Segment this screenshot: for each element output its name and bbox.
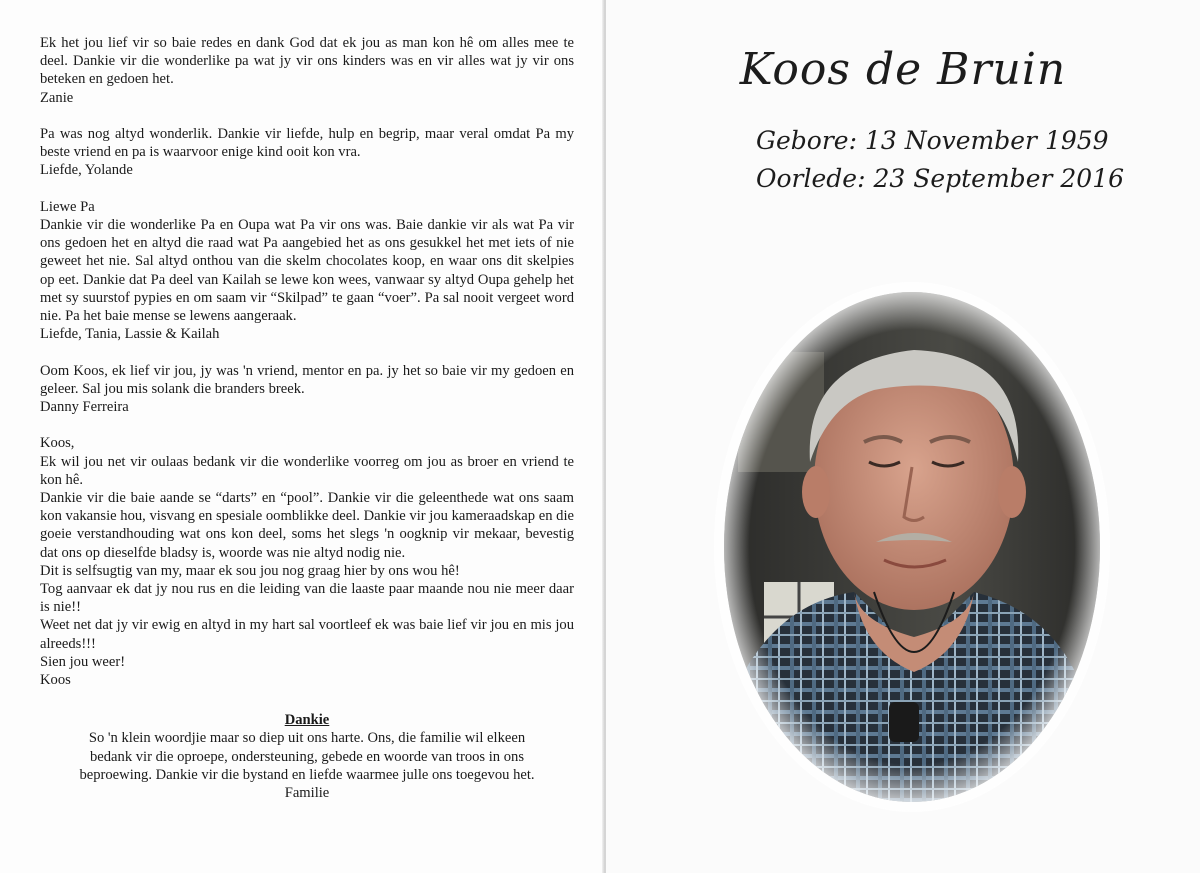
message-danny <box>40 362 574 417</box>
deceased-name: Koos de Bruin <box>739 44 1067 95</box>
thanks-title: Dankie <box>284 712 330 729</box>
birth-date: Gebore: 13 November 1959 <box>756 126 1109 155</box>
message-signature: Danny Ferreira <box>40 399 129 416</box>
thanks-section <box>40 711 574 802</box>
message-greeting: Koos, <box>40 435 75 452</box>
death-date: Oorlede: 23 September 2016 <box>756 164 1125 193</box>
message-zanie <box>40 34 574 107</box>
message-text: Sien jou weer! <box>40 653 126 670</box>
message-greeting: Liewe Pa <box>40 198 95 215</box>
message-text: Ek wil jou net vir oulaas bedank vir die wonderlike voorreg om jou as broer en vriend te kon hê. <box>40 453 574 488</box>
message-text: Pa was nog altyd wonderlik. Dankie vir liefde, hulp en begrip, maar veral omdat Pa my beste vriend en pa is waarvoor enige kind ooit kon vra. <box>40 126 574 161</box>
message-koos <box>40 434 574 689</box>
message-yolande <box>40 125 574 180</box>
thanks-line: beproewing. Dankie vir die bystand en liefde waarmee julle ons toegevou het. <box>79 766 535 783</box>
message-text: Ek het jou lief vir so baie redes en dank God dat ek jou as man kon hê om alles mee te deel. Dankie vir die wonderlike pa wat jy vir ons kinders was en vir alles wat jy vir ons beteken en gedoen het. <box>40 35 574 88</box>
message-signature: Zanie <box>40 89 74 106</box>
thanks-signature: Familie <box>284 785 330 802</box>
message-text: Dit is selfsugtig van my, maar ek sou jou nog graag hier by ons wou hê! <box>40 562 460 579</box>
message-tania <box>40 198 574 344</box>
message-text: Oom Koos, ek lief vir jou, jy was 'n vriend, mentor en pa. jy het so baie vir my gedoen en geleer. Sal jou mis solank die branders breek. <box>40 362 574 397</box>
message-text: Dankie vir die wonderlike Pa en Oupa wat Pa vir ons was. Baie dankie vir als wat Pa vir ons gedoen het en altyd die raad wat Pa aangebied het as ons gesukkel het met iets of nie geweet het nie. Sal altyd onthou van die skelm chocolates koop, en waar ons dit skelpies op eet. Dankie dat Pa deel van Kailah se lewe kon wees, vanwaar sy altyd Oupa gehelp het met sy suurstof pypies en om saam vir “Skilpad” te gaan “voer”. Pa sal nooit vergeet word nie. Pa het baie mense se lewens aangeraak. <box>40 217 574 325</box>
right-page <box>606 0 1200 873</box>
message-signature: Liefde, Tania, Lassie & Kailah <box>40 326 220 343</box>
life-dates <box>756 122 1124 198</box>
message-text: Dankie vir die baie aande se “darts” en “pool”. Dankie vir die geleenthede wat ons saam kon vakansie hou, visvang en spesiale oomblikke deel. Dankie vir jou kameraadskap en die goeie verstandhouding wat ons kon deel, soms het slegs 'n oogknip vir mekaar, bevestig dat ons op dieselfde bladsy is, woorde was nie altyd nodig nie. <box>40 490 574 561</box>
message-text: Tog aanvaar ek dat jy nou rus en die leiding van die laaste paar maande nou nie meer daar is nie!! <box>40 581 574 616</box>
message-signature: Koos <box>40 672 71 689</box>
message-signature: Liefde, Yolande <box>40 162 133 179</box>
thanks-line: bedank vir die oproepe, ondersteuning, gebede en woorde van troos in ons <box>89 748 525 765</box>
thanks-line: So 'n klein woordjie maar so diep uit ons harte. Ons, die familie wil elkeen <box>88 730 526 747</box>
message-text: Weet net dat jy vir ewig en altyd in my hart sal voortleef ek was baie lief vir jou en mis jou alreeds!!! <box>40 617 574 652</box>
tribute-messages <box>40 34 574 802</box>
photo-vignette <box>714 282 1110 812</box>
